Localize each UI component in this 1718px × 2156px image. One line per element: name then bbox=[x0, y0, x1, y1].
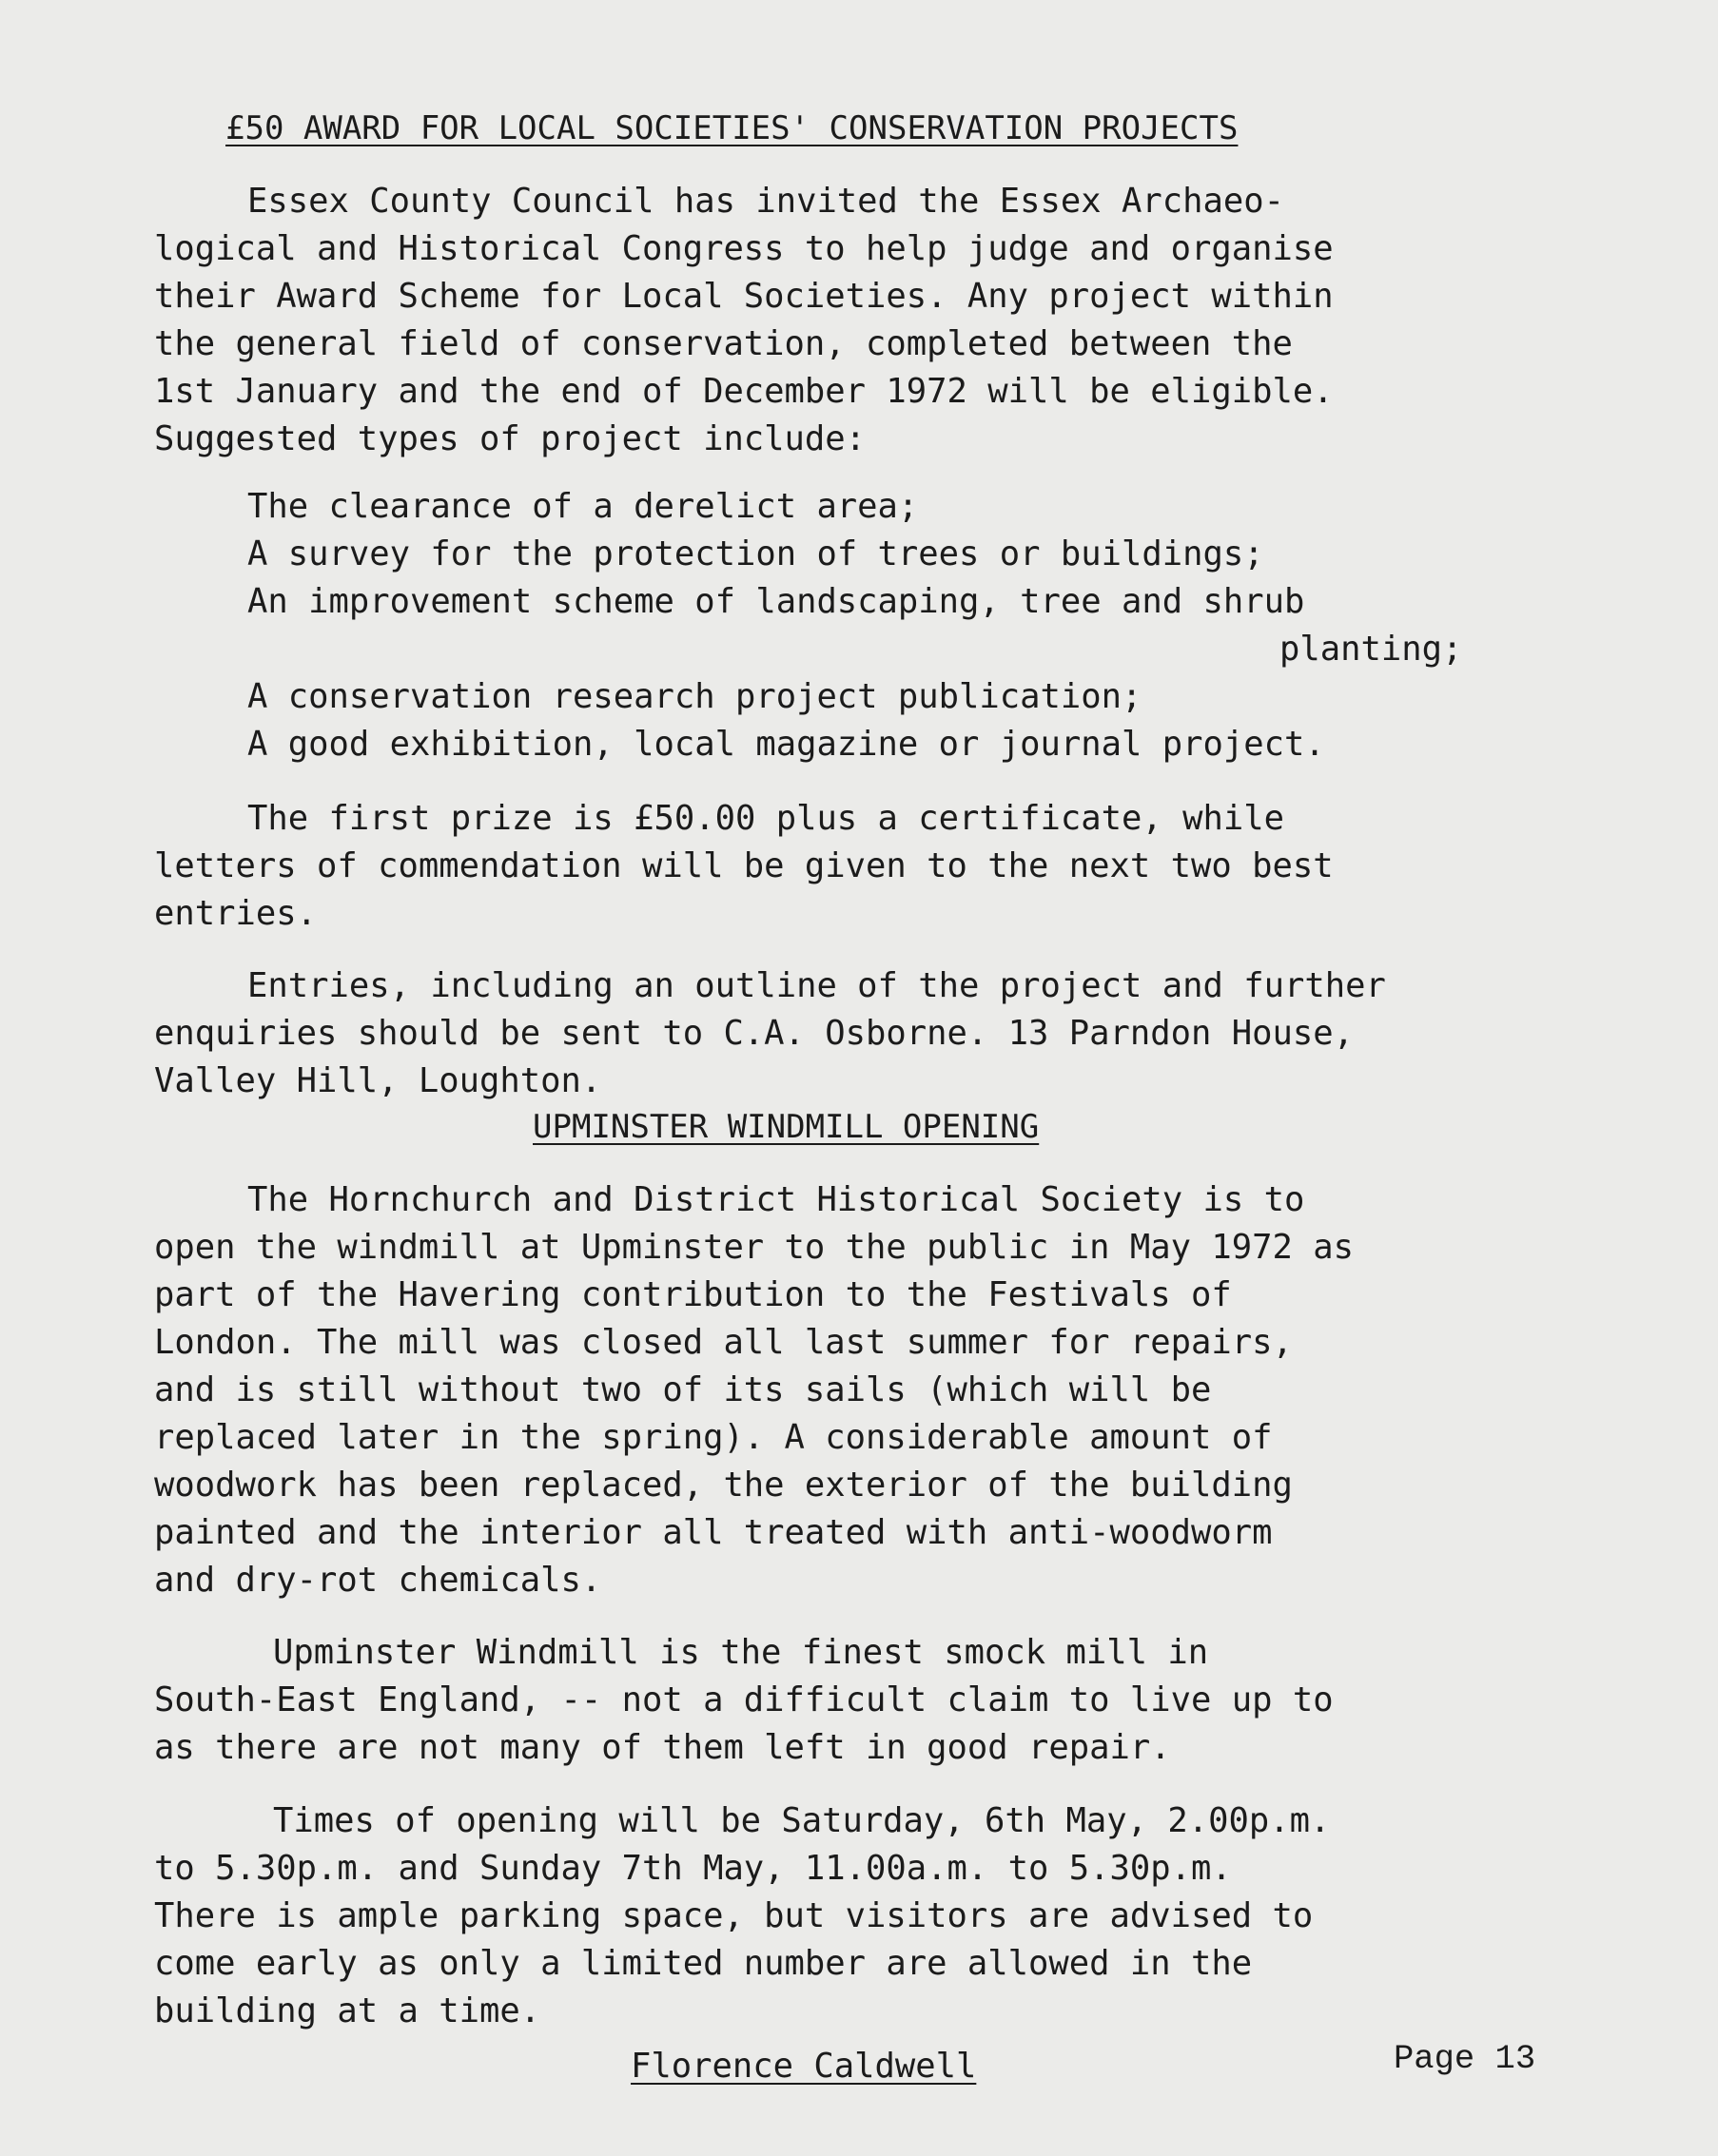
article2-para3-line: There is ample parking space, but visitors are advised to bbox=[154, 1896, 1314, 1935]
article2-para1-line: part of the Havering contribution to the Festivals of bbox=[154, 1275, 1232, 1314]
article1-para1-line: Suggested types of project include: bbox=[154, 419, 867, 458]
project-list-item: An improvement scheme of landscaping, tree and shrub bbox=[247, 582, 1305, 621]
article2-para3-line: Times of opening will be Saturday, 6th May, 2.00p.m. bbox=[273, 1801, 1331, 1840]
article2-para3-line: building at a time. bbox=[154, 1991, 541, 2030]
article1-para1-line: the general field of conservation, completed between the bbox=[154, 324, 1293, 363]
article2-para1-line: replaced later in the spring). A considerable amount of bbox=[154, 1418, 1273, 1457]
article2-para1-line: and dry-rot chemicals. bbox=[154, 1561, 602, 1600]
article-title-windmill: UPMINSTER WINDMILL OPENING bbox=[533, 1108, 1040, 1146]
article1-para2-line: The first prize is £50.00 plus a certificate, while bbox=[247, 799, 1285, 838]
project-list-item: A good exhibition, local magazine or journal project. bbox=[247, 725, 1325, 764]
project-list-item: The clearance of a derelict area; bbox=[247, 487, 919, 526]
page-number: Page 13 bbox=[1394, 2039, 1536, 2078]
article2-para1-line: woodwork has been replaced, the exterior of the building bbox=[154, 1466, 1293, 1505]
article2-para3-line: come early as only a limited number are allowed in the bbox=[154, 1944, 1253, 1983]
article2-para2-line: Upminster Windmill is the finest smock mill in bbox=[273, 1633, 1209, 1672]
project-list-item: A conservation research project publication; bbox=[247, 677, 1142, 716]
article1-para3-line: enquiries should be sent to C.A. Osborne. 13 Parndon House, bbox=[154, 1014, 1354, 1053]
article2-para1-line: and is still without two of its sails (which will be bbox=[154, 1370, 1212, 1409]
article2-para1-line: painted and the interior all treated with anti-woodworm bbox=[154, 1513, 1273, 1552]
article1-para1-line: logical and Historical Congress to help judge and organise bbox=[154, 229, 1334, 268]
author-signature: Florence Caldwell bbox=[631, 2047, 977, 2086]
article1-para1-line: their Award Scheme for Local Societies. Any project within bbox=[154, 277, 1334, 316]
article2-para1-line: London. The mill was closed all last summer for repairs, bbox=[154, 1323, 1293, 1362]
project-list-item: A survey for the protection of trees or buildings; bbox=[247, 534, 1264, 573]
article2-para1-line: open the windmill at Upminster to the public in May 1972 as bbox=[154, 1228, 1354, 1267]
article1-para3-line: Entries, including an outline of the project and further bbox=[247, 966, 1386, 1005]
article2-para2-line: as there are not many of them left in good repair. bbox=[154, 1728, 1171, 1767]
article1-para1-line: 1st January and the end of December 1972 will be eligible. bbox=[154, 372, 1334, 411]
article1-para2-line: letters of commendation will be given to the next two best bbox=[154, 846, 1334, 885]
project-list-item-continued: planting; bbox=[1279, 630, 1463, 669]
article2-para3-line: to 5.30p.m. and Sunday 7th May, 11.00a.m. to 5.30p.m. bbox=[154, 1849, 1232, 1888]
article2-para2-line: South-East England, -- not a difficult claim to live up to bbox=[154, 1680, 1334, 1719]
article-title-award: £50 AWARD FOR LOCAL SOCIETIES' CONSERVATION PROJECTS bbox=[225, 109, 1239, 147]
article1-para3-line: Valley Hill, Loughton. bbox=[154, 1061, 602, 1100]
article1-para2-line: entries. bbox=[154, 894, 317, 933]
article2-para1-line: The Hornchurch and District Historical Society is to bbox=[247, 1180, 1305, 1219]
article1-para1-line: Essex County Council has invited the Essex Archaeo- bbox=[247, 182, 1285, 221]
